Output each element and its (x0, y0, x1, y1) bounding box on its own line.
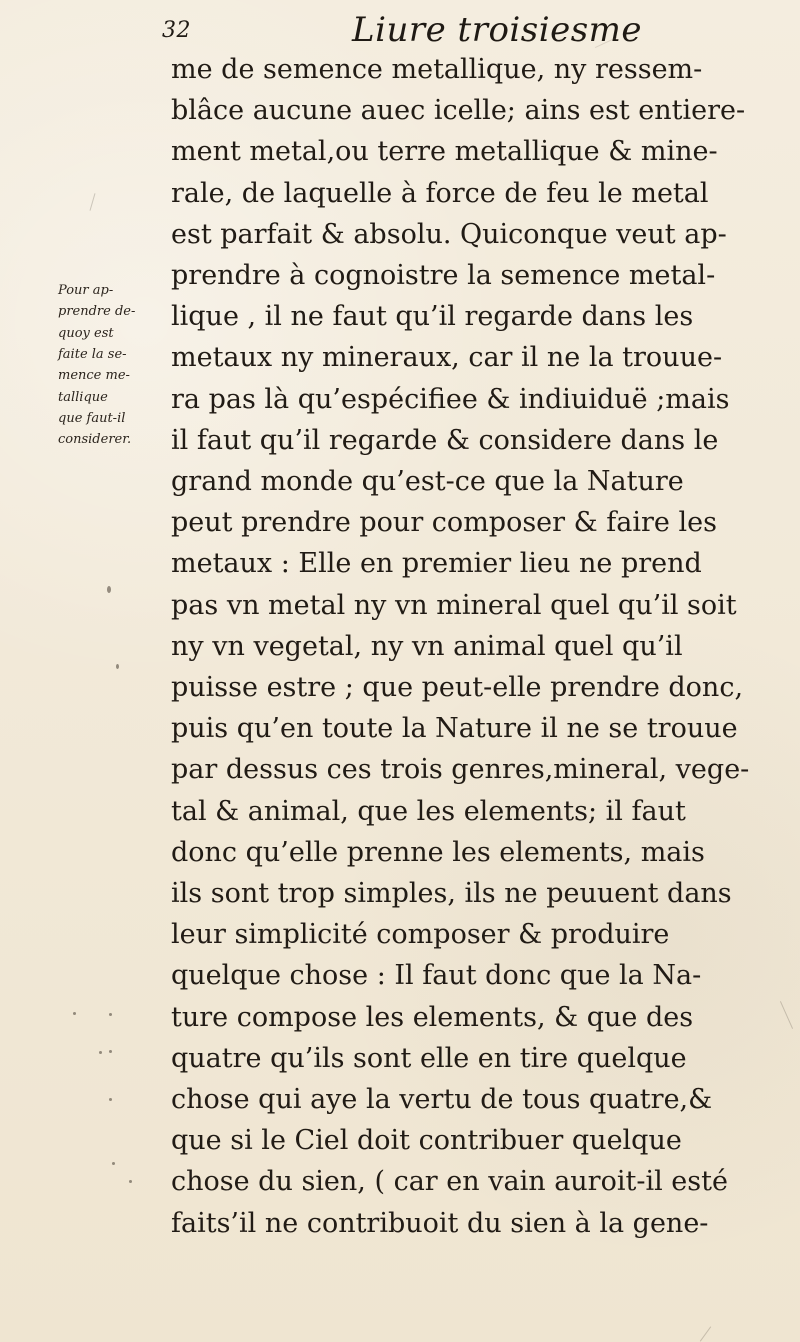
text-line: leur simplicité composer & produire (171, 919, 670, 951)
paper-speck (73, 1012, 76, 1015)
paper-speck (109, 1098, 112, 1101)
text-line: chose du sien, ( car en vain auroit-il esté (171, 1166, 728, 1198)
margin-note-line: que faut-il (58, 410, 126, 426)
page-number: 32 (162, 18, 191, 43)
margin-note-line: considerer. (58, 432, 132, 448)
text-line: il faut qu’il regarde & considere dans le (171, 424, 719, 456)
text-line: ment metal,ou terre metallique & mine- (171, 136, 718, 168)
paper-mark (700, 1326, 711, 1341)
paper-speck (107, 586, 111, 593)
text-line: que si le Ciel doit contribuer quelque (171, 1125, 682, 1157)
text-line: pas vn metal ny vn mineral quel qu’il soit (171, 589, 737, 621)
text-line: par dessus ces trois genres,mineral, vege- (171, 754, 750, 786)
text-line: blâce aucune auec icelle; ains est entiere- (171, 95, 746, 127)
paper-mark (780, 1001, 793, 1029)
paper-speck (99, 1051, 102, 1054)
margin-note-line: tallique (58, 389, 108, 405)
text-line: metaux ny mineraux, car il ne la trouue- (171, 342, 723, 374)
paper-speck (112, 1162, 115, 1165)
text-line: faits’il ne contribuoit du sien à la gene- (171, 1207, 709, 1239)
text-line: peut prendre pour composer & faire les (171, 507, 717, 539)
text-line: grand monde qu’est-ce que la Nature (171, 466, 684, 498)
margin-note-line: prendre de- (58, 304, 136, 320)
margin-note (58, 280, 153, 451)
margin-note-line: mence me- (58, 368, 130, 384)
margin-note-line: faite la se- (58, 346, 127, 362)
text-line: quatre qu’ils sont elle en tire quelque (171, 1042, 687, 1074)
paper-mark (90, 193, 96, 211)
paper-speck (129, 1180, 132, 1183)
text-line: ra pas là qu’espécifiee & indiuiduë ;mais (171, 383, 730, 415)
text-line: puis qu’en toute la Nature il ne se trouue (171, 713, 738, 745)
margin-note-line: quoy est (58, 325, 114, 341)
text-line: prendre à cognoistre la semence metal- (171, 260, 716, 292)
text-line: metaux : Elle en premier lieu ne prend (171, 548, 702, 580)
text-line: ils sont trop simples, ils ne peuuent dans (171, 878, 732, 910)
text-line: ny vn vegetal, ny vn animal quel qu’il (171, 630, 683, 662)
paper-speck (109, 1013, 112, 1016)
text-line: est parfait & absolu. Quiconque veut ap- (171, 218, 727, 250)
paper-speck (109, 1050, 112, 1053)
running-title: Liure troisiesme (352, 10, 643, 50)
text-line: tal & animal, que les elements; il faut (171, 795, 686, 827)
text-line: lique , il ne faut qu’il regarde dans les (171, 301, 694, 333)
margin-note-line: Pour ap- (58, 283, 114, 298)
text-line: quelque chose : Il faut donc que la Na- (171, 960, 702, 992)
text-line: donc qu’elle prenne les elements, mais (171, 836, 705, 868)
text-line: puisse estre ; que peut-elle prendre donc, (171, 672, 744, 704)
paper-speck (116, 664, 119, 669)
text-line: rale, de laquelle à force de feu le metal (171, 177, 709, 209)
text-line: ture compose les elements, & que des (171, 1001, 694, 1033)
text-line: me de semence metallique, ny ressem- (171, 54, 703, 85)
text-line: chose qui aye la vertu de tous quatre,& (171, 1084, 713, 1116)
main-text (171, 49, 778, 1244)
